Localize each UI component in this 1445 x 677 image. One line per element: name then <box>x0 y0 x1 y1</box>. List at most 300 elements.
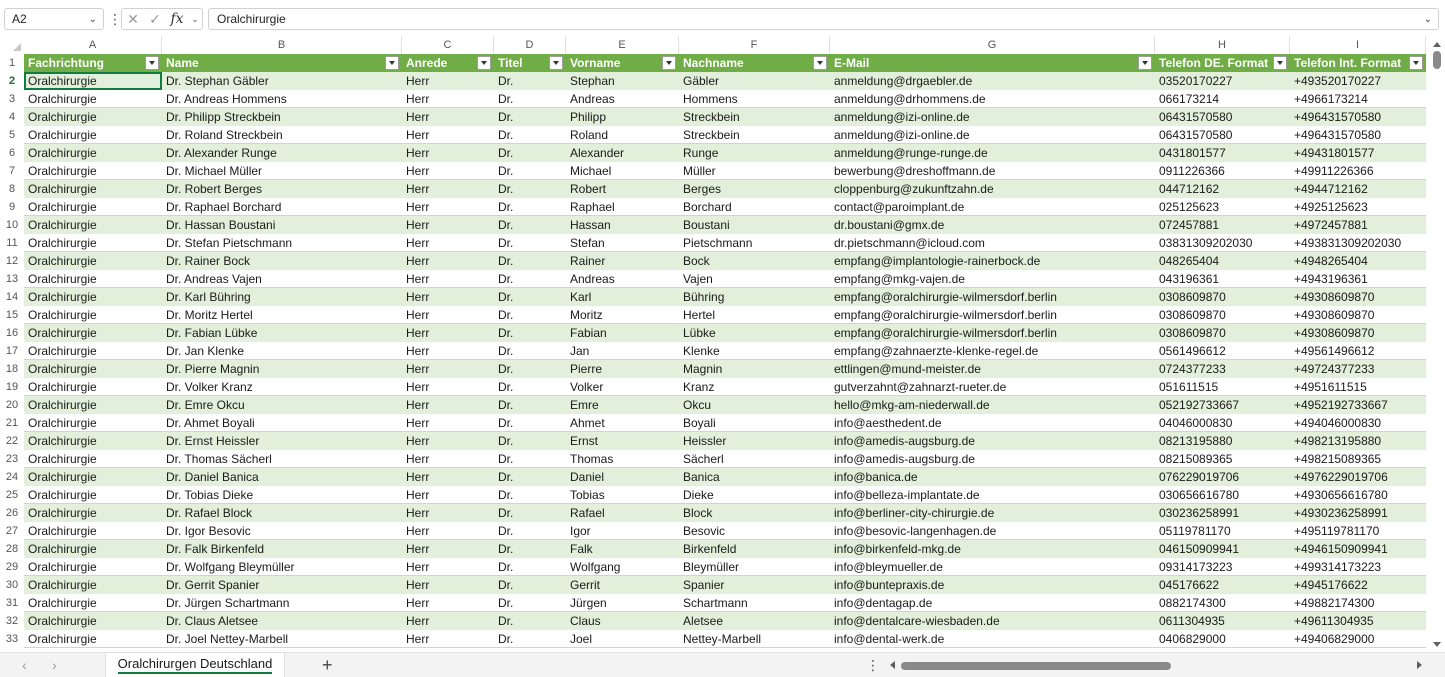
table-cell[interactable]: Pierre <box>570 362 603 376</box>
table-cell[interactable]: 06431570580 <box>1159 110 1233 124</box>
table-cell[interactable]: 0406829000 <box>1159 632 1226 646</box>
prev-sheet-icon[interactable]: ‹ <box>22 657 27 673</box>
table-cell[interactable]: Streckbein <box>683 110 740 124</box>
table-cell[interactable]: Karl <box>570 290 592 304</box>
table-cell[interactable]: Wolfgang <box>570 560 621 574</box>
table-cell[interactable]: dr.boustani@gmx.de <box>834 218 945 232</box>
table-cell[interactable]: Dr. <box>498 362 514 376</box>
table-cell[interactable]: Hertel <box>683 308 716 322</box>
table-cell[interactable]: Block <box>683 506 713 520</box>
table-cell[interactable]: Vajen <box>683 272 713 286</box>
table-cell[interactable]: Herr <box>406 92 430 106</box>
table-cell[interactable]: Oralchirurgie <box>28 416 97 430</box>
table-cell[interactable]: Hassan <box>570 218 611 232</box>
table-cell[interactable]: Oralchirurgie <box>28 92 97 106</box>
table-cell[interactable]: Falk <box>570 542 593 556</box>
table-cell[interactable]: Herr <box>406 542 430 556</box>
filter-dropdown-icon[interactable] <box>477 56 491 70</box>
table-cell[interactable]: ettlingen@mund-meister.de <box>834 362 981 376</box>
row-header[interactable]: 11 <box>6 237 18 249</box>
table-cell[interactable]: Oralchirurgie <box>28 542 97 556</box>
column-header-f[interactable]: F <box>679 36 830 54</box>
table-cell[interactable]: +4945176622 <box>1294 578 1368 592</box>
column-header-i[interactable]: I <box>1290 36 1426 54</box>
table-cell[interactable]: Oralchirurgie <box>28 182 97 196</box>
row-header[interactable]: 16 <box>5 327 19 339</box>
column-header-g[interactable]: G <box>830 36 1155 54</box>
header-cell[interactable]: Telefon Int. Format <box>1294 56 1402 70</box>
row-header[interactable]: 22 <box>5 435 19 447</box>
table-cell[interactable]: empfang@oralchirurgie-wilmersdorf.berlin <box>834 326 1057 340</box>
row-header[interactable]: 6 <box>8 147 16 159</box>
table-cell[interactable]: info@aesthedent.de <box>834 416 942 430</box>
table-cell[interactable]: Dr. Robert Berges <box>166 182 263 196</box>
table-cell[interactable]: Dr. <box>498 290 514 304</box>
next-sheet-icon[interactable]: › <box>52 657 57 673</box>
table-cell[interactable]: 052192733667 <box>1159 398 1240 412</box>
table-cell[interactable]: Oralchirurgie <box>28 308 97 322</box>
table-cell[interactable]: 0724377233 <box>1159 362 1226 376</box>
table-cell[interactable]: Dr. <box>498 398 514 412</box>
table-cell[interactable]: Oralchirurgie <box>28 236 97 250</box>
table-cell[interactable]: Igor <box>570 524 591 538</box>
table-cell[interactable]: Herr <box>406 380 430 394</box>
table-cell[interactable]: Dr. Fabian Lübke <box>166 326 258 340</box>
table-cell[interactable]: 025125623 <box>1159 200 1220 214</box>
table-cell[interactable]: Dieke <box>683 488 714 502</box>
table-cell[interactable]: Dr. <box>498 236 514 250</box>
table-cell[interactable]: Dr. <box>498 434 514 448</box>
table-cell[interactable]: +4946150909941 <box>1294 542 1388 556</box>
column-header-d[interactable]: D <box>494 36 566 54</box>
table-cell[interactable]: Lübke <box>683 326 716 340</box>
table-cell[interactable]: +49308609870 <box>1294 308 1375 322</box>
row-header[interactable]: 33 <box>5 633 19 645</box>
table-cell[interactable]: anmeldung@izi-online.de <box>834 128 970 142</box>
table-cell[interactable]: Dr. <box>498 524 514 538</box>
table-cell[interactable]: Pietschmann <box>683 236 753 250</box>
table-cell[interactable]: Dr. <box>498 218 514 232</box>
table-cell[interactable]: Dr. Rafael Block <box>166 506 253 520</box>
table-cell[interactable]: Oralchirurgie <box>28 362 97 376</box>
table-cell[interactable]: info@amedis-augsburg.de <box>834 452 975 466</box>
table-cell[interactable]: empfang@zahnaerzte-klenke-regel.de <box>834 344 1039 358</box>
filter-dropdown-icon[interactable] <box>1138 56 1152 70</box>
table-cell[interactable]: Oralchirurgie <box>28 272 97 286</box>
table-cell[interactable]: Oralchirurgie <box>28 326 97 340</box>
table-cell[interactable]: Alexander <box>570 146 625 160</box>
table-cell[interactable]: +496431570580 <box>1294 110 1382 124</box>
table-cell[interactable]: info@belleza-implantate.de <box>834 488 980 502</box>
table-cell[interactable]: 030656616780 <box>1159 488 1240 502</box>
table-cell[interactable]: +49406829000 <box>1294 632 1375 646</box>
column-header-b[interactable]: B <box>162 36 402 54</box>
table-cell[interactable]: Dr. <box>498 614 514 628</box>
table-cell[interactable]: Oralchirurgie <box>28 164 97 178</box>
row-header[interactable]: 1 <box>8 57 16 69</box>
add-sheet-button[interactable]: + <box>322 655 333 675</box>
table-cell[interactable]: +4966173214 <box>1294 92 1368 106</box>
table-cell[interactable]: Stephan <box>570 74 615 88</box>
table-cell[interactable]: +4930236258991 <box>1294 506 1388 520</box>
column-header-e[interactable]: E <box>566 36 679 54</box>
table-cell[interactable]: Oralchirurgie <box>24 72 162 90</box>
table-cell[interactable]: Boyali <box>683 416 716 430</box>
table-cell[interactable]: Aletsee <box>683 614 724 628</box>
table-cell[interactable]: Herr <box>406 524 430 538</box>
enter-icon[interactable]: ✓ <box>149 10 161 27</box>
table-cell[interactable]: 044712162 <box>1159 182 1220 196</box>
table-cell[interactable]: Herr <box>406 218 430 232</box>
table-cell[interactable]: 03831309202030 <box>1159 236 1253 250</box>
table-cell[interactable]: Rafael <box>570 506 605 520</box>
chevron-down-icon[interactable]: ⌄ <box>88 13 97 25</box>
table-cell[interactable]: Dr. <box>498 326 514 340</box>
table-cell[interactable]: 043196361 <box>1159 272 1220 286</box>
table-cell[interactable]: Emre <box>570 398 599 412</box>
header-cell[interactable]: E-Mail <box>834 56 870 70</box>
table-cell[interactable]: Herr <box>406 632 430 646</box>
table-cell[interactable]: 0911226366 <box>1159 164 1225 178</box>
row-header[interactable]: 31 <box>5 597 19 609</box>
table-cell[interactable]: +49611304935 <box>1294 614 1374 628</box>
table-cell[interactable]: +49308609870 <box>1294 290 1375 304</box>
table-cell[interactable]: +4930656616780 <box>1294 488 1388 502</box>
filter-dropdown-icon[interactable] <box>385 56 399 70</box>
table-cell[interactable]: Oralchirurgie <box>28 614 97 628</box>
table-cell[interactable]: Herr <box>406 146 430 160</box>
table-cell[interactable]: Dr. Andreas Hommens <box>166 92 287 106</box>
table-cell[interactable]: Dr. Stephan Gäbler <box>166 74 269 88</box>
select-all-corner[interactable] <box>0 36 24 54</box>
table-cell[interactable]: Robert <box>570 182 607 196</box>
scroll-thumb[interactable] <box>1433 51 1441 69</box>
scroll-left-icon[interactable] <box>890 661 895 669</box>
table-cell[interactable]: Dr. Ernst Heissler <box>166 434 260 448</box>
table-cell[interactable]: Dr. Hassan Boustani <box>166 218 276 232</box>
row-header[interactable]: 19 <box>5 381 19 393</box>
table-cell[interactable]: 030236258991 <box>1159 506 1240 520</box>
table-cell[interactable]: Dr. Gerrit Spanier <box>166 578 260 592</box>
table-cell[interactable]: 051611515 <box>1159 380 1219 394</box>
filter-dropdown-icon[interactable] <box>662 56 676 70</box>
table-cell[interactable]: Dr. <box>498 560 514 574</box>
scroll-down-icon[interactable] <box>1433 642 1441 647</box>
table-cell[interactable]: Herr <box>406 416 430 430</box>
table-cell[interactable]: Dr. <box>498 200 514 214</box>
table-cell[interactable]: Streckbein <box>683 128 740 142</box>
table-cell[interactable]: Dr. <box>498 488 514 502</box>
row-header[interactable]: 24 <box>5 471 19 483</box>
table-cell[interactable]: Herr <box>406 488 430 502</box>
table-cell[interactable]: Dr. Rainer Bock <box>166 254 251 268</box>
table-cell[interactable]: +4952192733667 <box>1294 398 1388 412</box>
row-header[interactable]: 8 <box>8 183 16 195</box>
table-cell[interactable]: Oralchirurgie <box>28 470 97 484</box>
row-header[interactable]: 17 <box>5 345 19 357</box>
table-cell[interactable]: Herr <box>406 578 430 592</box>
table-cell[interactable]: Kranz <box>683 380 715 394</box>
table-cell[interactable]: 0611304935 <box>1159 614 1225 628</box>
table-cell[interactable]: Heissler <box>683 434 727 448</box>
filter-dropdown-icon[interactable] <box>813 56 827 70</box>
table-cell[interactable]: Dr. <box>498 578 514 592</box>
table-cell[interactable]: Oralchirurgie <box>28 596 97 610</box>
table-cell[interactable]: Herr <box>406 254 430 268</box>
table-cell[interactable]: Dr. <box>498 272 514 286</box>
table-cell[interactable]: Berges <box>683 182 722 196</box>
table-cell[interactable]: Herr <box>406 74 430 88</box>
row-header[interactable]: 26 <box>5 507 19 519</box>
cancel-icon[interactable]: ✕ <box>127 10 139 27</box>
horizontal-scroll-thumb[interactable] <box>901 662 1171 670</box>
table-cell[interactable]: Jan <box>570 344 590 358</box>
table-cell[interactable]: Herr <box>406 596 430 610</box>
table-cell[interactable]: +4976229019706 <box>1294 470 1388 484</box>
table-cell[interactable]: anmeldung@drhommens.de <box>834 92 986 106</box>
table-cell[interactable]: Birkenfeld <box>683 542 737 556</box>
header-cell[interactable]: Nachname <box>683 56 744 70</box>
table-cell[interactable]: bewerbung@dreshoffmann.de <box>834 164 996 178</box>
table-cell[interactable]: Oralchirurgie <box>28 218 97 232</box>
table-cell[interactable]: +4925125623 <box>1294 200 1368 214</box>
table-cell[interactable]: Dr. Ahmet Boyali <box>166 416 255 430</box>
chevron-down-icon[interactable]: ⌄ <box>191 13 199 24</box>
table-cell[interactable]: 048265404 <box>1159 254 1220 268</box>
filter-dropdown-icon[interactable] <box>549 56 563 70</box>
table-cell[interactable]: Dr. <box>498 146 514 160</box>
table-cell[interactable]: Oralchirurgie <box>28 254 97 268</box>
table-cell[interactable]: Dr. Wolfgang Bleymüller <box>166 560 295 574</box>
table-cell[interactable]: Dr. <box>498 596 514 610</box>
table-cell[interactable]: +49911226366 <box>1294 164 1374 178</box>
table-cell[interactable]: Dr. Roland Streckbein <box>166 128 283 142</box>
table-cell[interactable]: +493520170227 <box>1294 74 1382 88</box>
table-cell[interactable]: contact@paroimplant.de <box>834 200 965 214</box>
table-cell[interactable]: Tobias <box>570 488 605 502</box>
table-cell[interactable]: Müller <box>683 164 716 178</box>
table-cell[interactable]: +499314173223 <box>1294 560 1382 574</box>
table-cell[interactable]: +49561496612 <box>1294 344 1375 358</box>
table-cell[interactable]: Oralchirurgie <box>28 524 97 538</box>
table-cell[interactable]: Volker <box>570 380 604 394</box>
table-cell[interactable]: Herr <box>406 560 430 574</box>
table-cell[interactable]: Dr. Jan Klenke <box>166 344 245 358</box>
table-cell[interactable]: Daniel <box>570 470 605 484</box>
row-header[interactable]: 10 <box>5 219 19 231</box>
table-cell[interactable]: +4944712162 <box>1294 182 1368 196</box>
table-cell[interactable]: Dr. Claus Aletsee <box>166 614 259 628</box>
table-cell[interactable]: Stefan <box>570 236 605 250</box>
table-cell[interactable]: Dr. Daniel Banica <box>166 470 259 484</box>
table-cell[interactable]: 09314173223 <box>1159 560 1233 574</box>
table-cell[interactable]: Dr. Karl Bühring <box>166 290 251 304</box>
table-cell[interactable]: Dr. <box>498 74 514 88</box>
header-cell[interactable]: Vorname <box>570 56 621 70</box>
column-header-h[interactable]: H <box>1155 36 1290 54</box>
more-options-icon[interactable]: ⋮ <box>866 657 880 673</box>
table-cell[interactable]: +495119781170 <box>1294 524 1380 538</box>
table-cell[interactable]: empfang@oralchirurgie-wilmersdorf.berlin <box>834 290 1057 304</box>
table-cell[interactable]: info@dentalcare-wiesbaden.de <box>834 614 1000 628</box>
table-cell[interactable]: Herr <box>406 398 430 412</box>
table-cell[interactable]: Oralchirurgie <box>28 560 97 574</box>
table-cell[interactable]: Bleymüller <box>683 560 740 574</box>
table-cell[interactable]: Oralchirurgie <box>28 632 97 646</box>
table-cell[interactable]: Herr <box>406 110 430 124</box>
table-cell[interactable]: 0308609870 <box>1159 308 1226 322</box>
row-header[interactable]: 14 <box>5 291 19 303</box>
table-cell[interactable]: Okcu <box>683 398 712 412</box>
more-options-icon[interactable]: ⋮ <box>108 11 122 27</box>
table-cell[interactable]: Thomas <box>570 452 614 466</box>
table-cell[interactable]: Dr. Jürgen Schartmann <box>166 596 290 610</box>
table-cell[interactable]: Philipp <box>570 110 607 124</box>
sheet-tab-active[interactable] <box>105 653 285 677</box>
table-cell[interactable]: Oralchirurgie <box>28 344 97 358</box>
table-cell[interactable]: Herr <box>406 452 430 466</box>
table-cell[interactable]: Oralchirurgie <box>28 146 97 160</box>
table-cell[interactable]: Herr <box>406 362 430 376</box>
table-cell[interactable]: Besovic <box>683 524 726 538</box>
table-cell[interactable]: Oralchirurgie <box>28 578 97 592</box>
table-cell[interactable]: Dr. Tobias Dieke <box>166 488 254 502</box>
column-header-a[interactable]: A <box>24 36 162 54</box>
row-header[interactable]: 4 <box>8 111 16 123</box>
table-cell[interactable]: Boustani <box>683 218 730 232</box>
vertical-scrollbar[interactable] <box>1430 36 1445 652</box>
table-cell[interactable]: Dr. <box>498 416 514 430</box>
table-cell[interactable]: Dr. <box>498 128 514 142</box>
table-cell[interactable]: 072457881 <box>1159 218 1220 232</box>
table-cell[interactable]: 06431570580 <box>1159 128 1233 142</box>
filter-dropdown-icon[interactable] <box>1273 56 1287 70</box>
table-cell[interactable]: Dr. <box>498 308 514 322</box>
table-cell[interactable]: anmeldung@drgaebler.de <box>834 74 973 88</box>
table-cell[interactable]: cloppenburg@zukunftzahn.de <box>834 182 994 196</box>
table-cell[interactable]: 0308609870 <box>1159 326 1226 340</box>
row-header[interactable]: 12 <box>5 255 19 267</box>
table-cell[interactable]: +493831309202030 <box>1294 236 1402 250</box>
table-cell[interactable]: +494046000830 <box>1294 416 1382 430</box>
table-cell[interactable]: Herr <box>406 326 430 340</box>
row-header[interactable]: 5 <box>8 129 16 141</box>
table-cell[interactable]: +496431570580 <box>1294 128 1382 142</box>
table-cell[interactable]: Dr. <box>498 92 514 106</box>
table-cell[interactable]: +49431801577 <box>1294 146 1375 160</box>
table-cell[interactable]: 045176622 <box>1159 578 1220 592</box>
table-cell[interactable]: Dr. <box>498 542 514 556</box>
table-cell[interactable]: Herr <box>406 164 430 178</box>
table-cell[interactable]: Herr <box>406 434 430 448</box>
table-cell[interactable]: Andreas <box>570 272 615 286</box>
table-cell[interactable]: empfang@oralchirurgie-wilmersdorf.berlin <box>834 308 1057 322</box>
table-cell[interactable]: info@birkenfeld-mkg.de <box>834 542 961 556</box>
row-header[interactable]: 18 <box>5 363 19 375</box>
table-cell[interactable]: Herr <box>406 470 430 484</box>
row-header[interactable]: 20 <box>5 399 19 411</box>
table-cell[interactable]: Dr. Moritz Hertel <box>166 308 253 322</box>
table-cell[interactable]: Dr. Pierre Magnin <box>166 362 260 376</box>
table-cell[interactable]: Dr. Michael Müller <box>166 164 263 178</box>
table-cell[interactable]: Herr <box>406 236 430 250</box>
expand-formula-icon[interactable]: ⌄ <box>1423 13 1432 25</box>
scroll-right-icon[interactable] <box>1417 661 1422 669</box>
row-header[interactable]: 29 <box>5 561 19 573</box>
table-cell[interactable]: Oralchirurgie <box>28 398 97 412</box>
scroll-up-icon[interactable] <box>1433 42 1441 47</box>
table-cell[interactable]: Herr <box>406 308 430 322</box>
table-cell[interactable]: Klenke <box>683 344 720 358</box>
row-header[interactable]: 28 <box>5 543 19 555</box>
name-box[interactable] <box>4 8 104 30</box>
row-header[interactable]: 30 <box>5 579 19 591</box>
table-cell[interactable]: Andreas <box>570 92 615 106</box>
table-cell[interactable]: Dr. Alexander Runge <box>166 146 277 160</box>
table-cell[interactable]: Dr. <box>498 632 514 646</box>
insert-function-icon[interactable]: fx <box>170 11 184 27</box>
table-cell[interactable]: info@berliner-city-chirurgie.de <box>834 506 995 520</box>
row-header[interactable]: 21 <box>5 417 19 429</box>
table-cell[interactable]: Sächerl <box>683 452 724 466</box>
table-cell[interactable]: +4948265404 <box>1294 254 1368 268</box>
table-cell[interactable]: Herr <box>406 614 430 628</box>
table-cell[interactable]: 04046000830 <box>1159 416 1233 430</box>
table-cell[interactable]: Herr <box>406 128 430 142</box>
header-cell[interactable]: Anrede <box>406 56 448 70</box>
table-cell[interactable]: Dr. <box>498 380 514 394</box>
row-header[interactable]: 3 <box>8 93 16 105</box>
table-cell[interactable]: info@amedis-augsburg.de <box>834 434 975 448</box>
table-cell[interactable]: Oralchirurgie <box>28 200 97 214</box>
table-cell[interactable]: +4972457881 <box>1294 218 1368 232</box>
header-cell[interactable]: Telefon DE. Format <box>1159 56 1269 70</box>
table-cell[interactable]: Dr. Andreas Vajen <box>166 272 262 286</box>
table-cell[interactable]: Rainer <box>570 254 606 268</box>
table-cell[interactable]: Michael <box>570 164 612 178</box>
table-cell[interactable]: Dr. Stefan Pietschmann <box>166 236 293 250</box>
row-header[interactable]: 7 <box>8 165 16 177</box>
table-cell[interactable]: Dr. Philipp Streckbein <box>166 110 281 124</box>
row-header[interactable]: 2 <box>8 75 16 87</box>
table-cell[interactable]: Oralchirurgie <box>28 434 97 448</box>
table-cell[interactable]: Dr. Falk Birkenfeld <box>166 542 265 556</box>
table-cell[interactable]: 046150909941 <box>1159 542 1240 556</box>
table-cell[interactable]: Dr. Emre Okcu <box>166 398 245 412</box>
table-cell[interactable]: +49882174300 <box>1294 596 1375 610</box>
table-cell[interactable]: Hommens <box>683 92 738 106</box>
table-cell[interactable]: Moritz <box>570 308 603 322</box>
table-cell[interactable]: Joel <box>570 632 593 646</box>
table-cell[interactable]: +498215089365 <box>1294 452 1382 466</box>
table-cell[interactable]: 0882174300 <box>1159 596 1226 610</box>
table-cell[interactable]: 08213195880 <box>1159 434 1233 448</box>
table-cell[interactable]: +498213195880 <box>1294 434 1382 448</box>
table-cell[interactable]: Ernst <box>570 434 599 448</box>
header-cell[interactable]: Fachrichtung <box>28 56 105 70</box>
table-cell[interactable]: Dr. <box>498 182 514 196</box>
table-cell[interactable]: Dr. <box>498 110 514 124</box>
column-header-c[interactable]: C <box>402 36 494 54</box>
table-cell[interactable]: +4943196361 <box>1294 272 1368 286</box>
table-cell[interactable]: Jürgen <box>570 596 607 610</box>
table-cell[interactable]: Borchard <box>683 200 732 214</box>
table-cell[interactable]: Ahmet <box>570 416 605 430</box>
table-cell[interactable]: Dr. <box>498 452 514 466</box>
table-cell[interactable]: Raphael <box>570 200 615 214</box>
row-header[interactable]: 25 <box>5 489 19 501</box>
table-cell[interactable]: Gäbler <box>683 74 720 88</box>
